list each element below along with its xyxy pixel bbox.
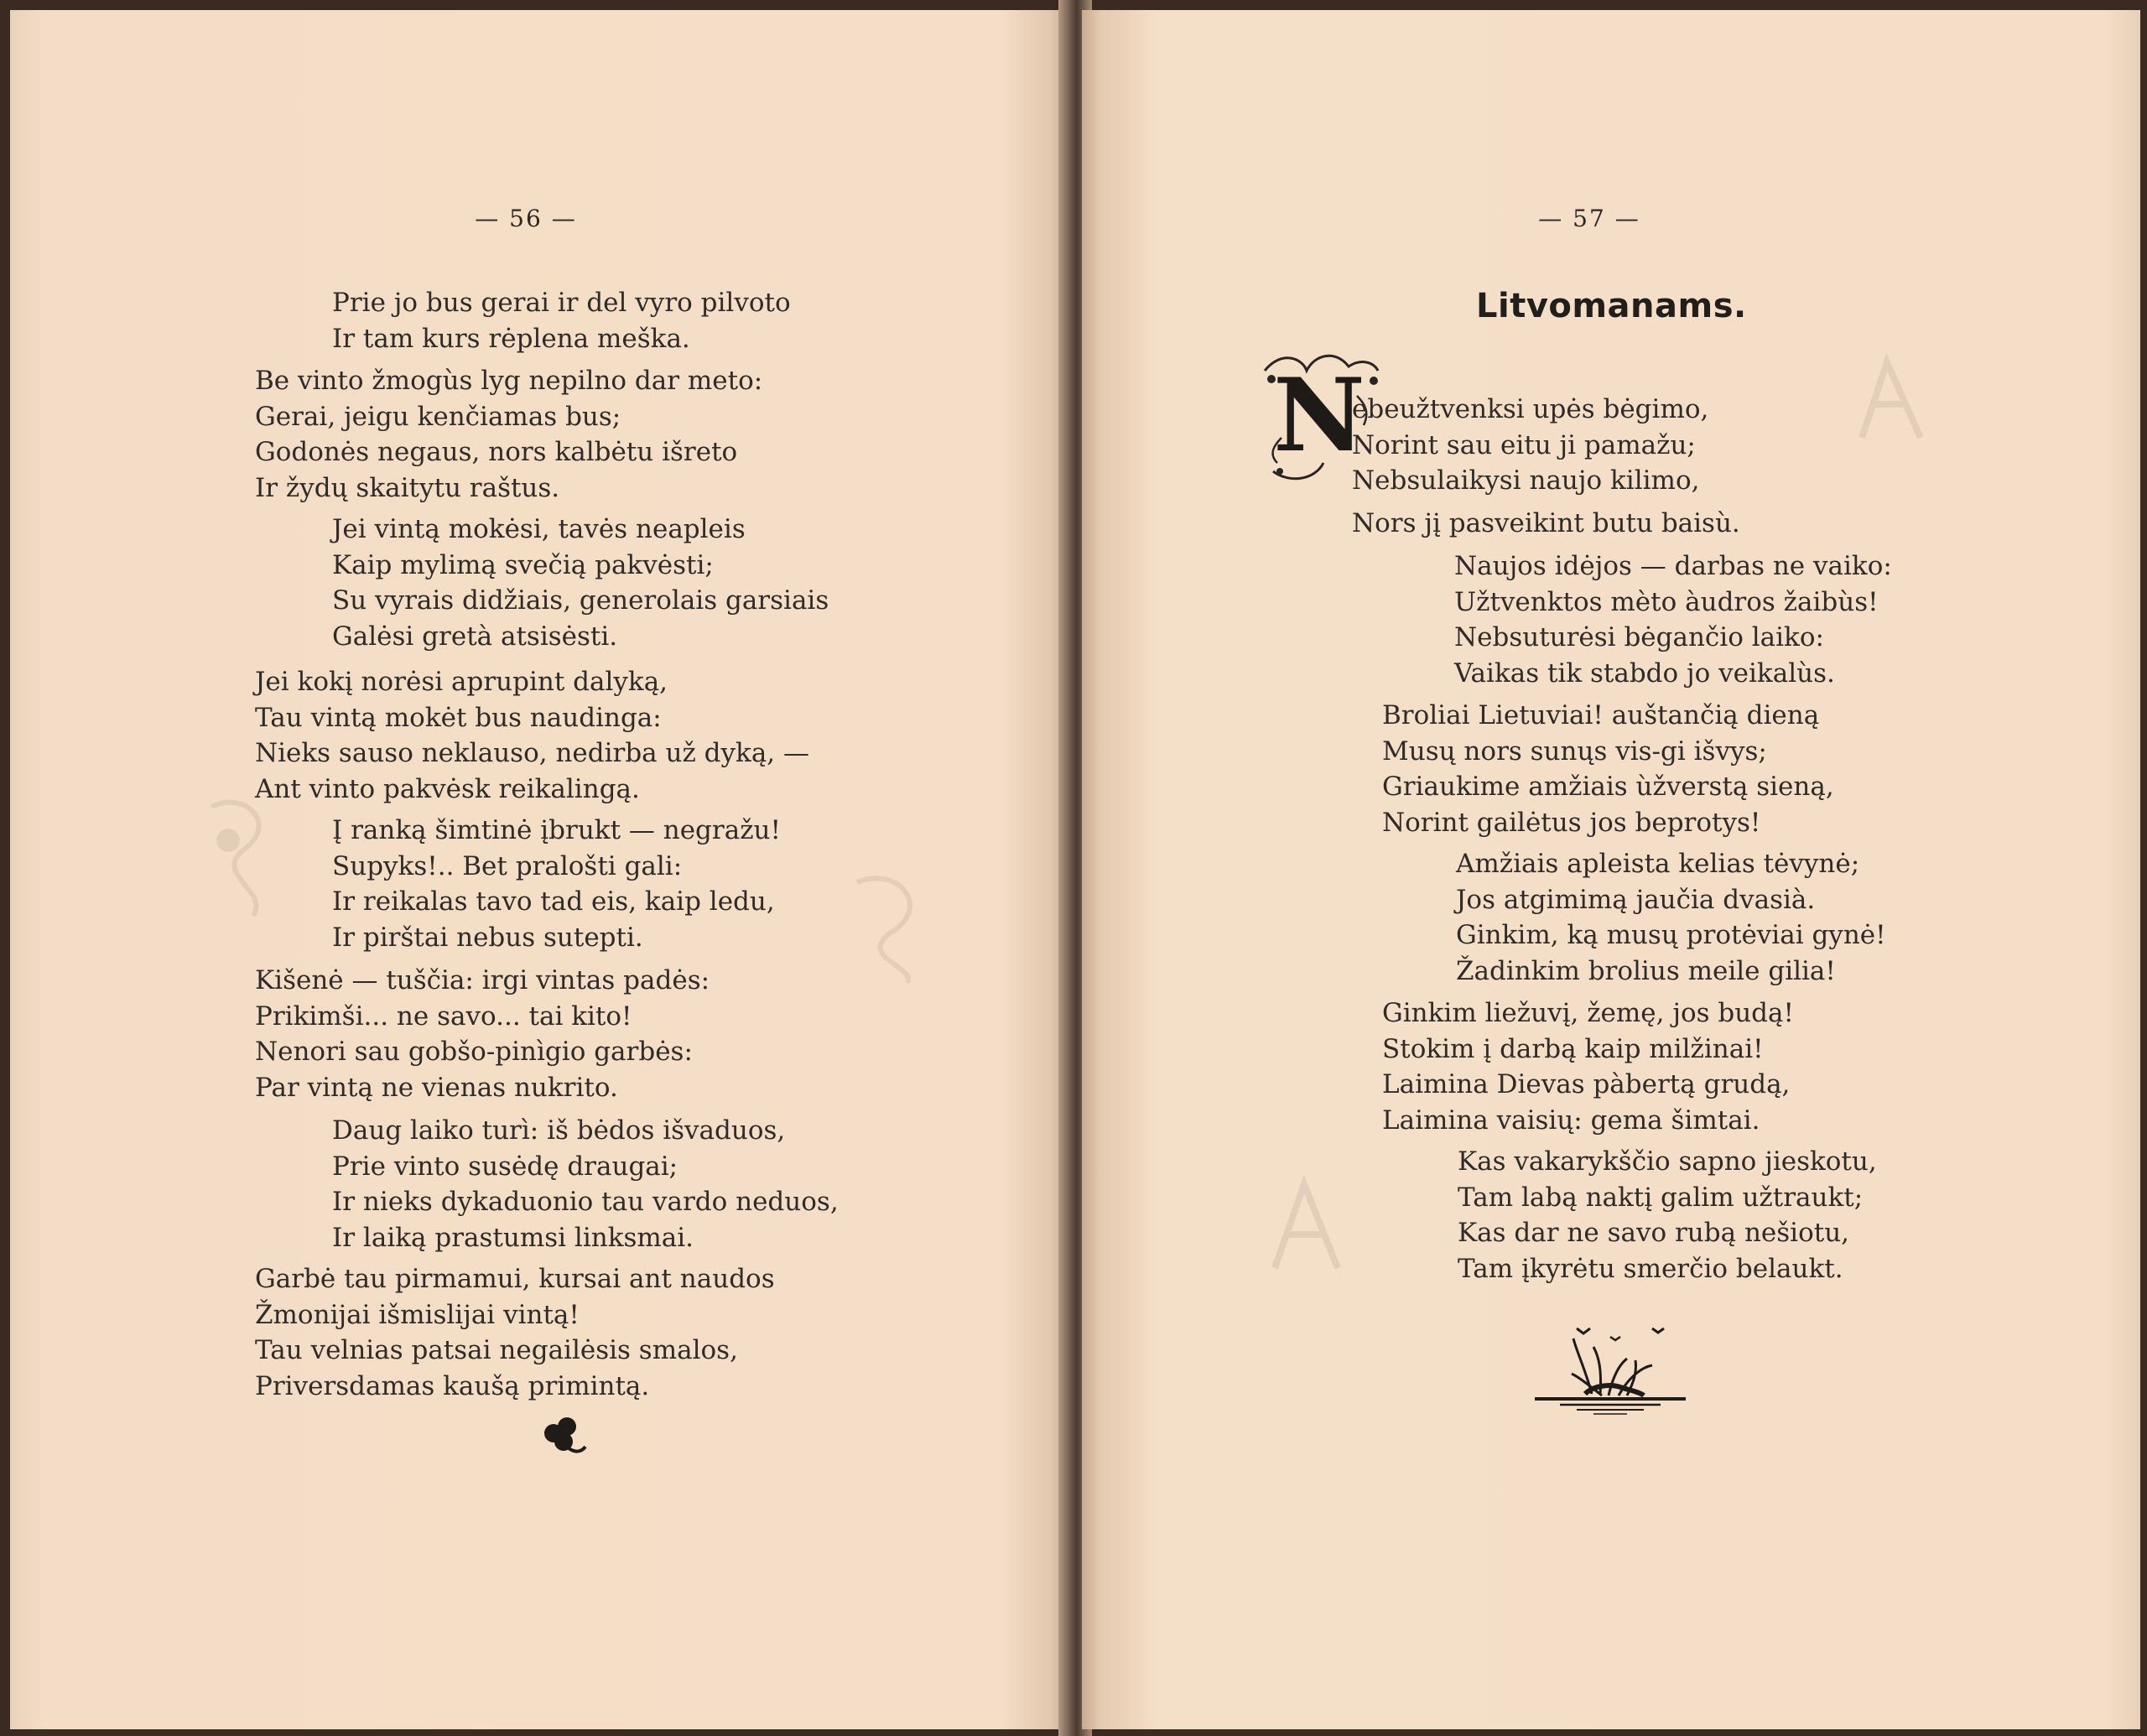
verse-line: Tam įkyrėtu smerčio belaukt. — [1458, 1253, 1843, 1284]
stanza-4 — [255, 664, 809, 807]
verse-line: ebeužtvenksi upės bėgimo, — [1352, 394, 1709, 424]
verse-line: Kas dar ne savo rubą nešiotu, — [1458, 1218, 1850, 1248]
verse-line: Naujos idėjos — darbas ne vaiko: — [1454, 551, 1892, 581]
verse-line: Ginkim liežuvį, žemę, jos budą! — [1382, 998, 1794, 1028]
stanza-3 — [1382, 698, 1834, 840]
stanza-6 — [255, 963, 710, 1105]
verse-line: Be vinto žmogùs lyg nepilno dar meto: — [255, 366, 763, 396]
verse-line: Ir laiką prastumsi linksmai. — [332, 1222, 694, 1253]
stanza-5 — [332, 813, 781, 955]
verse-line: Ir pirštai nebus sutepti. — [332, 922, 643, 953]
verse-line: Prie jo bus gerai ir del vyro pilvoto — [332, 288, 791, 318]
verse-line: Jei vintą mokėsi, tavės neapleis — [332, 514, 746, 544]
bleed-through-ornament — [195, 790, 287, 924]
verse-line: Priversdamas kaušą primintą. — [255, 1370, 650, 1401]
verse-line: Daug laiko turì: iš bėdos išvaduos, — [332, 1115, 786, 1146]
verse-line: Ir tam kurs rėplena meška. — [332, 323, 690, 354]
page-number: — 57 — — [1538, 205, 1640, 232]
verse-line: Griaukime amžiais ùžverstą sieną, — [1382, 772, 1834, 802]
drop-cap-letter: N — [1273, 356, 1365, 475]
verse-line: Jos atgimimą jaučia dvasià. — [1456, 884, 1816, 915]
verse-line: Ir reikalas tavo tad eis, kaip ledu, — [332, 886, 775, 917]
verse-line: Nors jį pasveikint butu baisù. — [1352, 507, 1740, 538]
stanza-2 — [255, 363, 762, 506]
verse-line: Stokim į darbą kaip milžinai! — [1382, 1033, 1764, 1064]
verse-line: Galėsi gretà atsisėsti. — [332, 621, 618, 652]
verse-line: Į ranką šimtinė įbrukt — negražu! — [332, 815, 781, 845]
verse-line: Kaip mylimą svečią pakvėsti; — [332, 549, 714, 580]
verse-line: Vaikas tik stabdo jo veikalùs. — [1454, 657, 1835, 689]
verse-line: Nenori sau gobšo-pinìgio garbės: — [255, 1037, 693, 1067]
bleed-through-ornament-2 — [840, 865, 941, 991]
verse-line: Ir žydų skaitytu raštus. — [255, 472, 560, 503]
bleed-through-ornament-2 — [1258, 1167, 1359, 1293]
right-page — [1082, 10, 2140, 1729]
reeds-and-birds-vignette-icon — [1526, 1318, 1694, 1419]
verse-line: Gerai, jeigu kenčiamas bus; — [255, 401, 621, 432]
stanza-8 — [255, 1261, 775, 1404]
verse-line: Prikimši... ne savo... tai kito! — [255, 1001, 632, 1032]
stanza-1 — [332, 285, 791, 356]
verse-line: Užtvenktos mèto àudros žaibùs! — [1454, 586, 1879, 617]
verse-line: Ginkim, ką musų protėviai gynė! — [1456, 920, 1886, 950]
verse-line: Tau velnias patsai negailėsis smalos, — [255, 1335, 738, 1365]
verse-line: Su vyrais didžiais, generolais garsiais — [332, 585, 829, 616]
poem-title: Litvomanams. — [1476, 287, 1747, 325]
verse-line: Garbė tau pirmamui, kursai ant naudos — [255, 1264, 775, 1294]
stanza-6 — [1458, 1144, 1877, 1286]
verse-line: Godonės negaus, nors kalbėtu išreto — [255, 437, 738, 467]
verse-line: Norint gailėtus jos beprotys! — [1382, 807, 1761, 838]
verse-line: Žadinkim brolius meile gilia! — [1456, 955, 1836, 986]
bleed-through-ornament — [1837, 346, 1946, 463]
verse-line: Jei kokį norėsi aprupint dalyką, — [255, 667, 668, 697]
verse-line: Laimina Dievas pàbertą grudą, — [1382, 1069, 1791, 1099]
stanza-4 — [1456, 846, 1886, 989]
verse-line: Nieks sauso neklauso, nedirba už dyką, — — [255, 738, 810, 768]
verse-line: Laimina vaisių: gema šimtai. — [1382, 1104, 1760, 1136]
verse-line: Kišenė — tuščia: irgi vintas padės: — [255, 965, 710, 995]
verse-line: Norint sau eitu ji pamažu; — [1352, 429, 1696, 460]
stanza-7 — [332, 1113, 839, 1255]
verse-line: Supyks!.. Bet pralošti gali: — [332, 850, 683, 881]
trefoil-ornament-icon — [538, 1415, 589, 1458]
verse-line: Prie vinto susėdę draugai; — [332, 1151, 678, 1182]
stanza-3 — [332, 512, 829, 654]
verse-line: Musų nors sunųs vis-gi išvys; — [1382, 735, 1767, 767]
left-page — [10, 10, 1068, 1729]
verse-line: Tam labą naktį galim užtraukt; — [1458, 1182, 1864, 1213]
verse-line: Nebsuturėsi bėgančio laiko: — [1454, 622, 1824, 652]
verse-line: Tau vintą mokėt bus naudinga: — [255, 702, 662, 733]
verse-line: Broliai Lietuviai! auštančią dieną — [1382, 700, 1820, 730]
verse-line: Ir nieks dykaduonio tau vardo neduos, — [332, 1187, 839, 1217]
verse-line: Nebsulaikysi naujo kilimo, — [1352, 465, 1700, 496]
verse-line: Žmonijai išmislijai vintą! — [255, 1299, 580, 1330]
stanza-5 — [1382, 995, 1794, 1138]
stanza-2 — [1454, 548, 1892, 691]
stanza-1 — [1352, 392, 1740, 541]
verse-line: Kas vakarykščio sapno jieskotu, — [1458, 1146, 1877, 1177]
page-number: — 56 — — [475, 205, 577, 232]
verse-line: Par vintą ne vienas nukrito. — [255, 1072, 618, 1103]
verse-line: Amžiais apleista kelias tėvynė; — [1456, 849, 1860, 879]
verse-line: Ant vinto pakvėsk reikalingą. — [255, 773, 640, 804]
